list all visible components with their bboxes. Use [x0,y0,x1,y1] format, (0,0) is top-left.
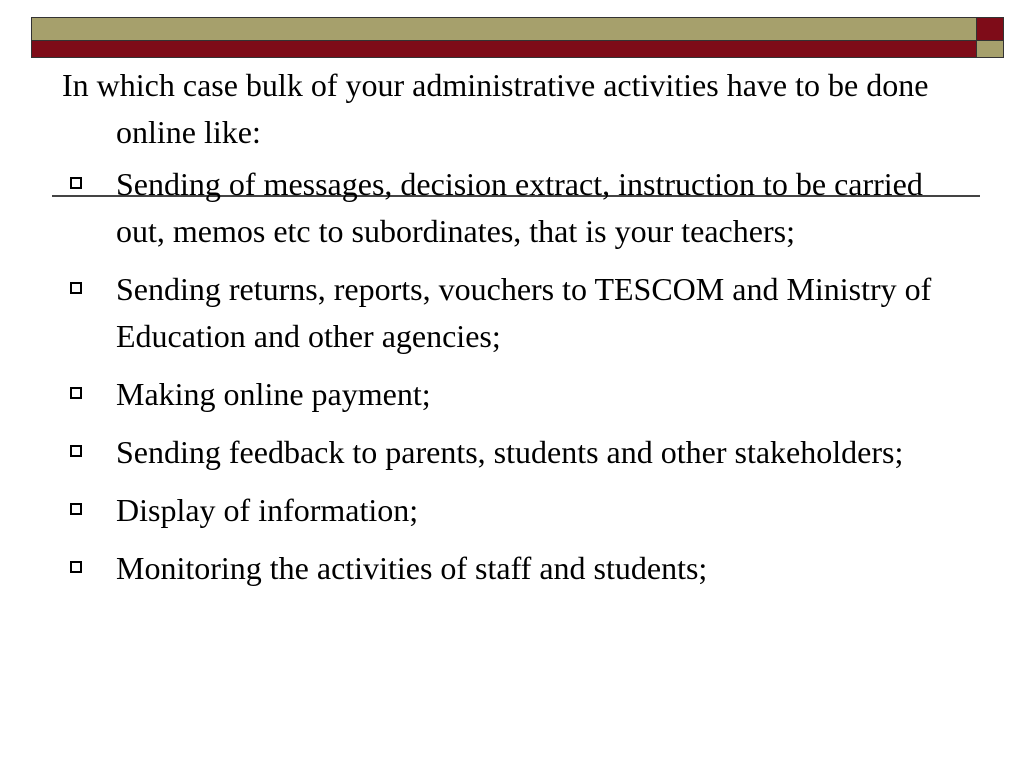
list-item [62,487,962,534]
slide-body [62,62,962,603]
hollow-square-bullet-icon [70,503,82,515]
header-band-olive [31,17,977,41]
hollow-square-bullet-icon [70,445,82,457]
list-item-text: Sending returns, reports, vouchers to TESCOM and Ministry of Education and other agencies; [116,271,932,354]
list-item [62,371,962,418]
hollow-square-bullet-icon [70,177,82,189]
list-item-text: Display of information; [116,492,419,528]
corner-block-maroon [976,17,1004,41]
hollow-square-bullet-icon [70,282,82,294]
corner-block-olive [976,40,1004,58]
header-band-maroon [31,40,977,58]
bullet-list [62,161,962,592]
list-item [62,161,962,255]
list-item [62,545,962,592]
hollow-square-bullet-icon [70,387,82,399]
intro-text: In which case bulk of your administrative activities have to be done online like: [62,67,929,150]
list-item [62,266,962,360]
list-item-text: Sending feedback to parents, students and other stakeholders; [116,434,904,470]
hollow-square-bullet-icon [70,561,82,573]
list-item [62,429,962,476]
list-item-text: Sending of messages, decision extract, instruction to be carried out, memos etc to subordinates, that is your teachers; [116,166,923,249]
list-item-text: Monitoring the activities of staff and students; [116,550,708,586]
list-item-text: Making online payment; [116,376,431,412]
